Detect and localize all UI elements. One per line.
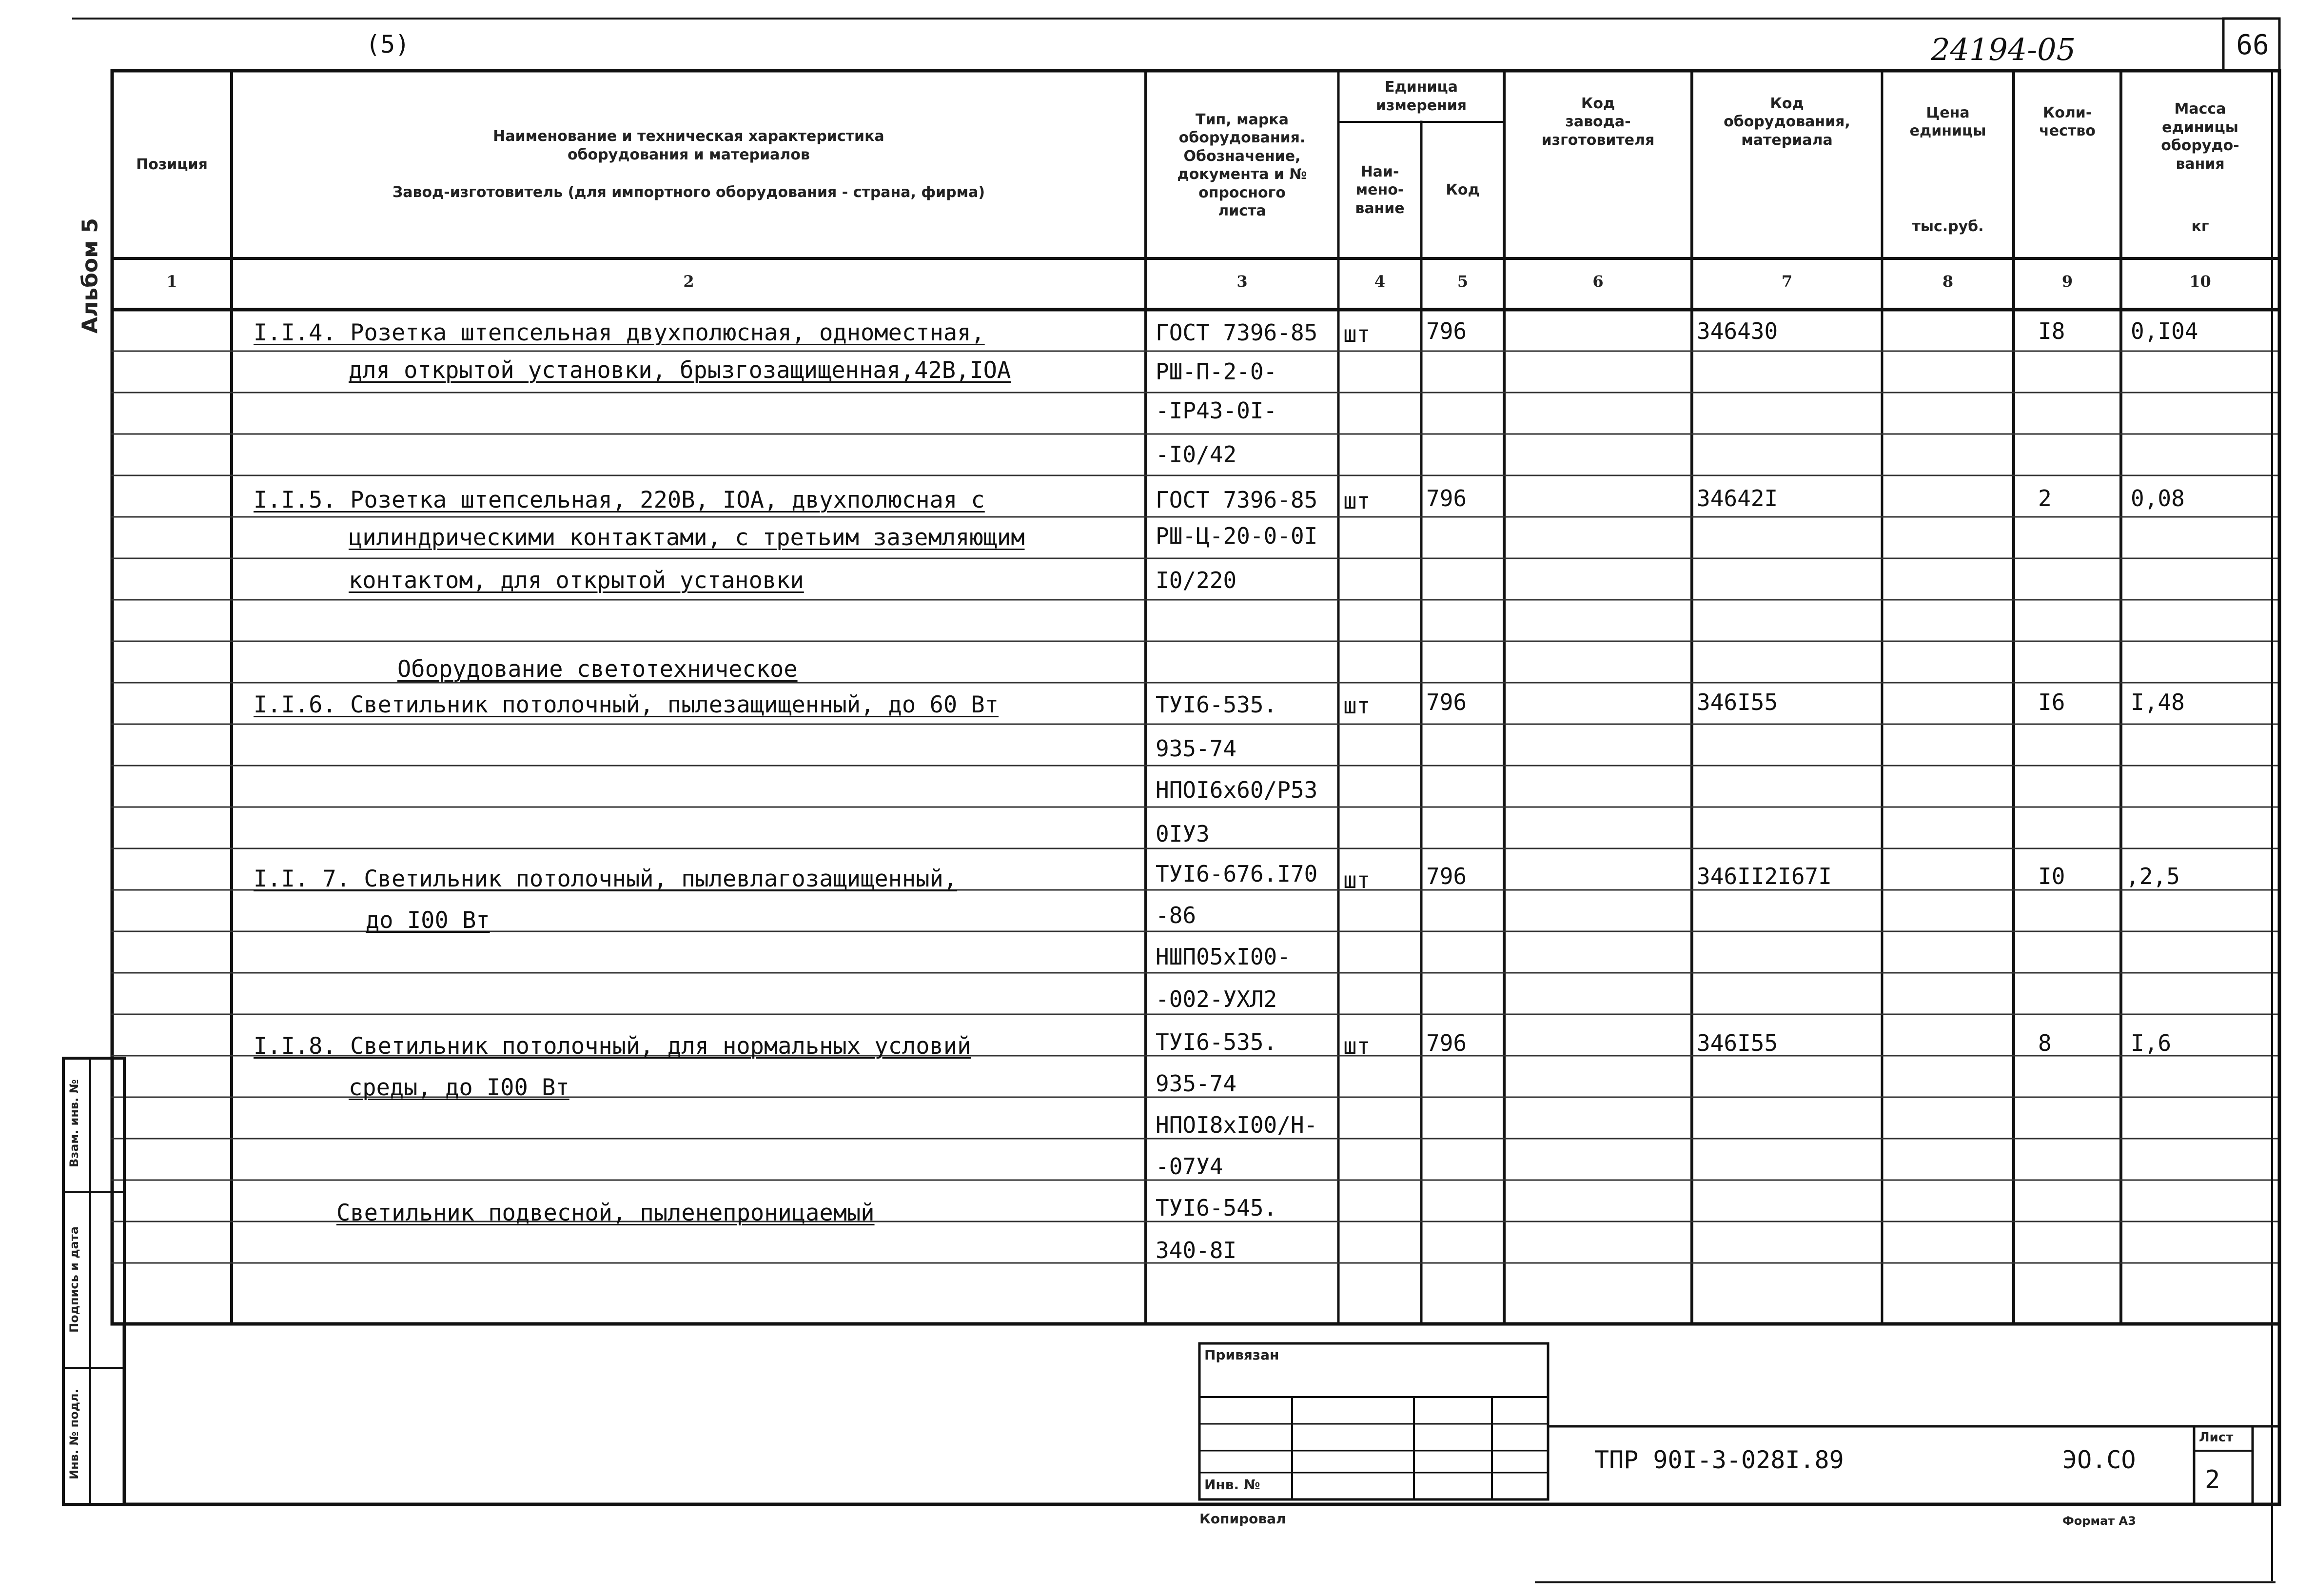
row-unit-code: 796 [1426,863,1467,889]
row-type: 935-74 [1156,735,1237,762]
row-name: I.I.6. Светильник потолочный, пылезащищенный, до 60 Вт [254,691,999,718]
column-number-7: 7 [1781,272,1793,291]
row-mass: 0,I04 [2131,318,2198,344]
row-unit-code: 796 [1426,318,1467,344]
row-quantity: I6 [2038,689,2065,715]
row-type: 340-8I [1156,1237,1237,1263]
row-unit: шт [1343,488,1371,514]
side-stamp-replacement-inv: Взам. инв. № [67,1079,81,1167]
row-equipment-code: 346I55 [1697,1030,1778,1056]
row-mass: ,2,5 [2126,863,2180,889]
page-number: 66 [2236,29,2269,61]
header-name [233,72,1145,257]
row-name: для открытой установки, брызгозащищенная,42В,IOA [349,357,1011,384]
row-unit-code: 796 [1426,485,1467,512]
row-equipment-code: 346II2I67I [1697,863,1832,889]
row-name: I.I.4. Розетка штепсельная двухполюсная, одноместная, [254,319,985,346]
row-mass: I,6 [2131,1030,2172,1056]
row-name: I.I.8. Светильник потолочный, для нормальных условий [254,1033,971,1060]
row-name: I.I.5. Розетка штепсельная, 220В, IOA, двухполюсная с [254,487,985,513]
row-equipment-code: 34642I [1697,485,1778,512]
row-type: ТУI6-535. [1156,1029,1277,1055]
row-name: контактом, для открытой установки [349,567,804,594]
header-price-unit: тыс.руб. [1912,218,1984,236]
row-mass: 0,08 [2131,485,2185,512]
section-heading: Оборудование светотехническое [397,656,798,683]
row-unit: шт [1343,1033,1371,1059]
column-number-1: 1 [166,272,177,291]
column-number-8: 8 [1942,272,1954,291]
row-name: цилиндрическими контактами, с третьим заземляющим [349,524,1025,551]
row-name: до I00 Вт [366,907,490,934]
header-name-line1: Наименование и техническая характеристика [493,128,884,145]
row-type: ГОСТ 7396-85 [1156,319,1318,346]
side-stamp-signature-date: Подпись и дата [67,1226,81,1333]
row-unit-code: 796 [1426,689,1467,715]
header-unit: Единица измерения [1375,79,1467,114]
header-type: Тип, марка оборудования. Обозначение, документа и № опросного листа [1177,111,1307,219]
row-type: -86 [1156,902,1197,928]
stamp-privyazan: Привязан [1204,1347,1279,1363]
column-number-6: 6 [1592,272,1604,291]
stamp-doc-code: ТПР 90I-3-028I.89 [1594,1446,1844,1474]
row-unit: шт [1343,321,1371,347]
row-equipment-code: 346I55 [1697,689,1778,715]
sheet-section-label: (5) [366,30,410,59]
header-unit-code: Код [1446,181,1480,199]
row-quantity: I8 [2038,318,2065,344]
stamp-sheet-number: 2 [2205,1465,2220,1495]
header-unit-name: Наи- мено- вание [1355,163,1405,217]
stamp-kopiroval: Копировал [1199,1511,1286,1527]
row-quantity: 2 [2038,485,2052,512]
album-label: Альбом 5 [78,218,103,334]
row-type: РШ-Ц-20-0-0I [1156,523,1318,549]
stamp-section: ЭО.СО [2062,1446,2136,1474]
row-type: ТУI6-676.I70 [1156,861,1318,887]
row-type: 935-74 [1156,1070,1237,1097]
row-type: I0/220 [1156,567,1237,593]
column-number-5: 5 [1457,272,1469,291]
row-type: НПОI6х60/Р53 [1156,777,1318,803]
header-equipment-code: Код оборудования, материала [1724,95,1850,149]
row-type: -07У4 [1156,1153,1223,1180]
row-equipment-code: 346430 [1697,318,1778,344]
row-name: Светильник подвесной, пыленепроницаемый [336,1200,875,1226]
row-quantity: I0 [2038,863,2065,889]
row-type: НШП05хI00- [1156,944,1291,970]
row-type: ГОСТ 7396-85 [1156,487,1318,513]
row-type: -IP43-0I- [1156,397,1277,424]
row-type: ТУI6-545. [1156,1195,1277,1221]
column-number-9: 9 [2061,272,2073,291]
header-name-line2: оборудования и материалов [568,146,810,163]
header-position: Позиция [136,156,208,173]
row-name: I.I. 7. Светильник потолочный, пылевлагозащищенный, [254,866,958,892]
header-manufacturer-code: Код завода- изготовителя [1541,95,1655,149]
header-price: Цена единицы [1909,104,1986,139]
stamp-inv-no: Инв. № [1204,1477,1260,1493]
column-number-3: 3 [1236,272,1248,291]
row-type: ТУI6-535. [1156,691,1277,718]
stamp-format: Формат А3 [2062,1514,2136,1528]
row-type: -I0/42 [1156,441,1237,468]
header-mass-unit: кг [2191,218,2209,236]
header-quantity: Коли- чество [2039,104,2096,139]
row-type: -002-УХЛ2 [1156,986,1277,1012]
column-number-2: 2 [683,272,694,291]
row-unit-code: 796 [1426,1030,1467,1056]
row-type: 0IУ3 [1156,821,1210,847]
side-stamp-original-inv: Инв. № подл. [67,1389,81,1479]
row-quantity: 8 [2038,1030,2052,1056]
row-mass: I,48 [2131,689,2185,715]
row-name: среды, до I00 Вт [349,1074,569,1101]
column-number-4: 4 [1374,272,1386,291]
row-unit: шт [1343,867,1371,893]
doc-number-handwritten: 24194-05 [1931,32,2076,67]
header-mass: Масса единицы оборудо- вания [2161,100,2239,173]
row-unit: шт [1343,692,1371,719]
header-name-line3: Завод-изготовитель (для импортного оборудования - страна, фирма) [392,184,985,201]
column-number-10: 10 [2189,272,2211,291]
row-type: НПОI8хI00/Н- [1156,1112,1318,1138]
row-type: РШ-П-2-0- [1156,358,1277,385]
stamp-sheet-label: Лист [2199,1430,2234,1445]
